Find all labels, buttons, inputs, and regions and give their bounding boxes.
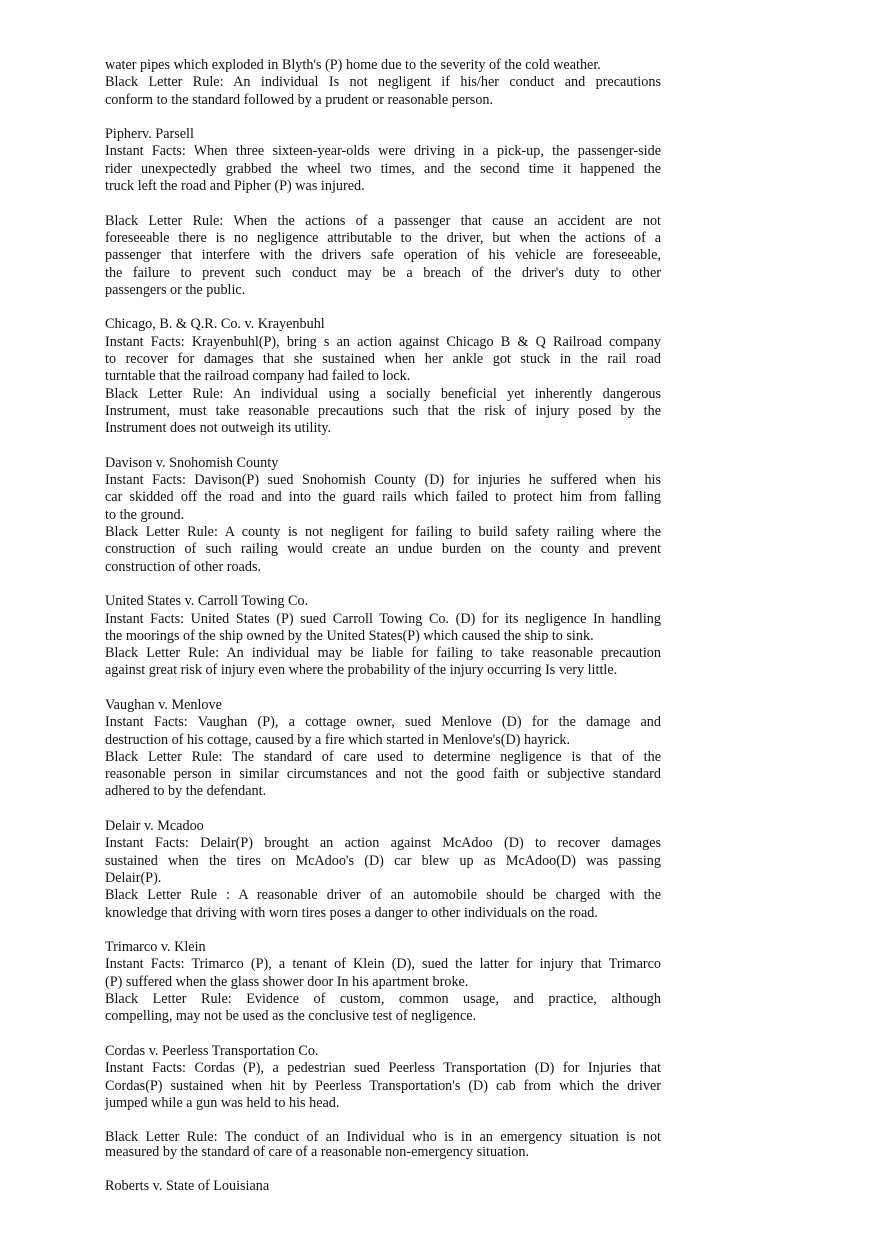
instant-facts-line: car skidded off the road and into the guard rails which failed to protect him from falling — [105, 489, 661, 506]
case-title: Vaughan v. Menlove — [105, 696, 222, 713]
black-letter-rule-line: Black Letter Rule: An individual may be liable for failing to take reasonable precaution — [105, 645, 661, 662]
instant-facts-line: Instant Facts: When three sixteen-year-olds were driving in a pick-up, the passenger-side — [105, 143, 661, 160]
instant-facts-line: Instant Facts: Vaughan (P), a cottage owner, sued Menlove (D) for the damage and — [105, 714, 661, 731]
instant-facts-line: Instant Facts: Cordas (P), a pedestrian sued Peerless Transportation (D) for Injuries that — [105, 1060, 661, 1077]
instant-facts-line: Cordas(P) sustained when hit by Peerless Transportation's (D) cab from which the driver — [105, 1077, 661, 1094]
case-section — [105, 316, 661, 437]
instant-facts-line: rider unexpectedly grabbed the wheel two times, and the second time it happened the — [105, 160, 661, 177]
black-letter-rule-line: Black Letter Rule: A county is not negligent for failing to build safety railing where the — [105, 524, 661, 541]
instant-facts-line: turntable that the railroad company had failed to lock. — [105, 368, 411, 385]
black-letter-rule-line: Instrument does not outweigh its utility. — [105, 420, 332, 437]
case-section — [105, 697, 661, 801]
case-title: Pipherv. Parsell — [105, 126, 194, 143]
black-letter-rule-line: construction of other roads. — [105, 558, 262, 575]
instant-facts-line: to recover for damages that she sustained when her ankle got stuck in the rail road — [105, 351, 661, 368]
text-line: water pipes which exploded in Blyth's (P) home due to the severity of the cold weather. — [105, 57, 601, 73]
black-letter-rule-line: Black Letter Rule: The standard of care used to determine negligence is that of the — [105, 748, 661, 765]
case-title: Delair v. Mcadoo — [105, 818, 204, 835]
instant-facts-line: Instant Facts: Krayenbuhl(P), bring s an action against Chicago B & Q Railroad company — [105, 333, 661, 350]
instant-facts-line: jumped while a gun was held to his head. — [105, 1094, 340, 1111]
instant-facts-line: Instant Facts: Trimarco (P), a tenant of Klein (D), sued the latter for injury that Trimarco — [105, 956, 661, 973]
instant-facts-line: to the ground. — [105, 506, 185, 523]
instant-facts-line: Instant Facts: Delair(P) brought an action against McAdoo (D) to recover damages — [105, 835, 661, 852]
black-letter-rule-line: adhered to by the defendant. — [105, 783, 267, 800]
instant-facts-line: the moorings of the ship owned by the United States(P) which caused the ship to sink. — [105, 627, 594, 644]
case-section — [105, 126, 661, 299]
black-letter-rule-line: foreseeable there is no negligence attributable to the driver, but when the actions of a — [105, 229, 661, 246]
black-letter-rule-line: compelling, may not be used as the conclusive test of negligence. — [105, 1008, 477, 1025]
text-line: Black Letter Rule: An individual Is not negligent if his/her conduct and precautions — [105, 74, 661, 91]
case-title: United States v. Carroll Towing Co. — [105, 593, 309, 610]
black-letter-rule-line: against great risk of injury even where the probability of the injury occurring Is very little. — [105, 662, 618, 679]
instant-facts-line: Instant Facts: United States (P) sued Carroll Towing Co. (D) for its negligence In handling — [105, 610, 661, 627]
instant-facts-line: truck left the road and Pipher (P) was injured. — [105, 178, 365, 195]
black-letter-rule-line: reasonable person in similar circumstances and not the good faith or subjective standard — [105, 766, 661, 783]
black-letter-rule-line: passengers or the public. — [105, 281, 246, 298]
instant-facts-line: sustained when the tires on McAdoo's (D) car blew up as McAdoo(D) was passing — [105, 852, 661, 869]
black-letter-rule-line: passenger that interfere with the drivers safe operation of his vehicle are foreseeable, — [105, 247, 661, 264]
black-letter-rule-line: Black Letter Rule: When the actions of a passenger that cause an accident are not — [105, 212, 661, 229]
black-letter-rule-line: the failure to prevent such conduct may be a breach of the driver's duty to other — [105, 264, 661, 281]
black-letter-rule-line: construction of such railing would create an undue burden on the county and prevent — [105, 541, 661, 558]
case-title: Davison v. Snohomish County — [105, 454, 279, 471]
black-letter-rule-line: Black Letter Rule: An individual using a socially beneficial yet inherently dangerous — [105, 385, 661, 402]
case-section — [105, 593, 661, 679]
case-title: Roberts v. State of Louisiana — [105, 1178, 270, 1195]
instant-facts-line: Delair(P). — [105, 869, 162, 886]
case-title: Trimarco v. Klein — [105, 939, 206, 956]
black-letter-rule-line: Instrument, must take reasonable precautions such that the risk of injury posed by the — [105, 402, 661, 419]
text-line: conform to the standard followed by a prudent or reasonable person. — [105, 91, 494, 108]
document-page — [105, 57, 661, 1196]
black-letter-rule-line: Black Letter Rule : A reasonable driver of an automobile should be charged with the — [105, 887, 661, 904]
instant-facts-line: destruction of his cottage, caused by a fire which started in Menlove's(D) hayrick. — [105, 731, 571, 748]
black-letter-rule-line: Black Letter Rule: The conduct of an Individual who is in an emergency situation is not — [105, 1129, 661, 1146]
intro-paragraph — [105, 57, 661, 109]
black-letter-rule-line: Black Letter Rule: Evidence of custom, common usage, and practice, although — [105, 991, 661, 1008]
black-letter-rule-line: knowledge that driving with worn tires poses a danger to other individuals on the road. — [105, 904, 598, 921]
case-section — [105, 455, 661, 576]
case-title: Cordas v. Peerless Transportation Co. — [105, 1042, 319, 1059]
case-section — [105, 939, 661, 1025]
instant-facts-line: (P) suffered when the glass shower door In his apartment broke. — [105, 973, 469, 990]
case-title: Chicago, B. & Q.R. Co. v. Krayenbuhl — [105, 316, 325, 333]
instant-facts-line: Instant Facts: Davison(P) sued Snohomish County (D) for injuries he suffered when his — [105, 472, 661, 489]
black-letter-rule-line: measured by the standard of care of a reasonable non-emergency situation. — [105, 1143, 530, 1160]
case-section — [105, 1043, 661, 1161]
case-section — [105, 818, 661, 922]
